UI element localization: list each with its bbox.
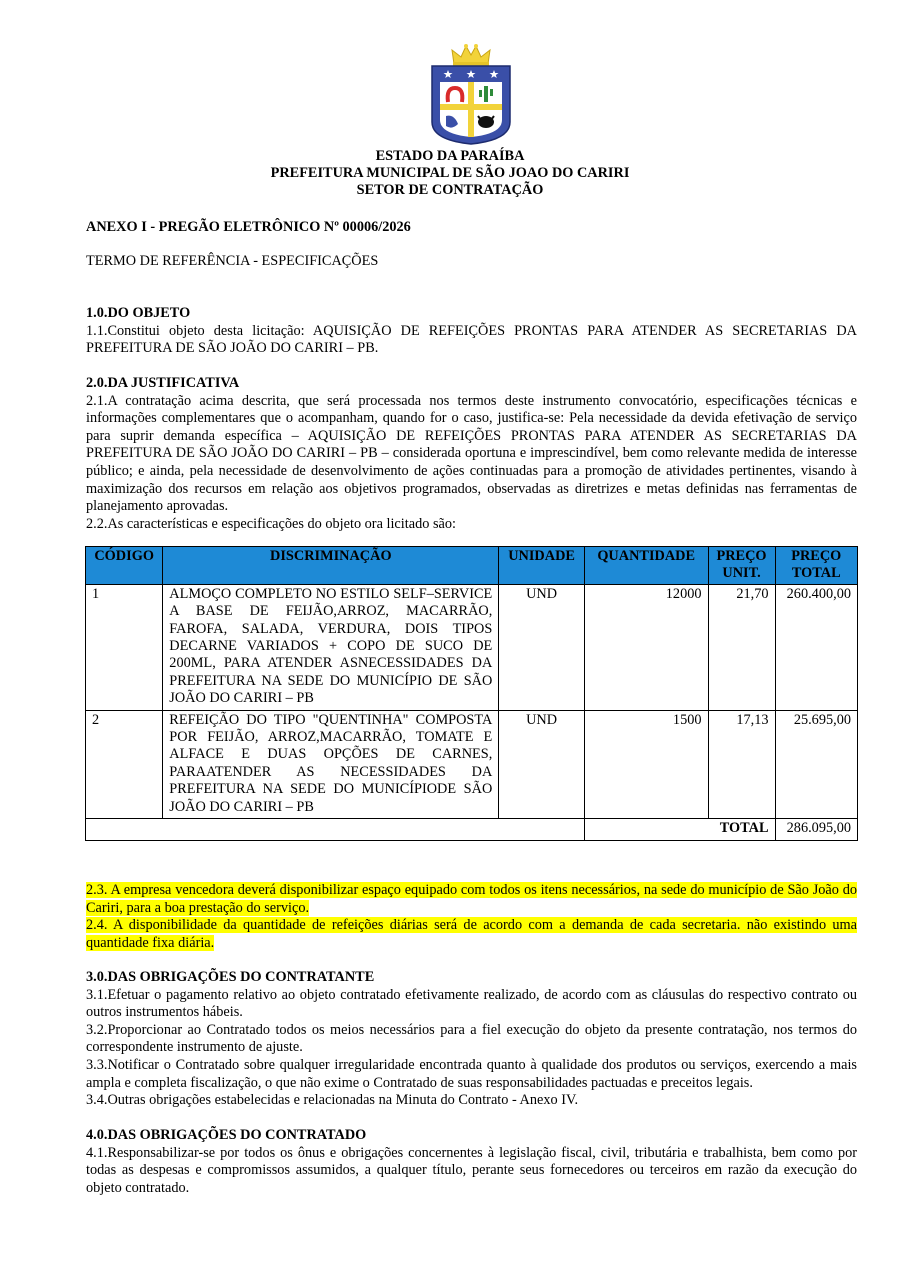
prefecture-name: PREFEITURA MUNICIPAL DE SÃO JOAO DO CARIRI bbox=[270, 165, 630, 181]
annex-title: ANEXO I - PREGÃO ELETRÔNICO Nº 00006/2026 bbox=[86, 219, 411, 235]
section-object bbox=[86, 305, 857, 358]
cell-quantity: 12000 bbox=[584, 584, 708, 710]
paragraph: 3.4.Outras obrigações estabelecidas e relacionadas na Minuta do Contrato - Anexo IV. bbox=[86, 1092, 579, 1109]
document-header bbox=[0, 148, 900, 199]
total-empty-cell bbox=[86, 819, 585, 840]
cell-code: 2 bbox=[86, 710, 163, 818]
cell-description: REFEIÇÃO DO TIPO "QUENTINHA" COMPOSTA POR FEIJÃO, ARROZ,MACARRÃO, TOMATE E ALFACE E DUAS OPÇÕES DE CARNES, PARAATENDER AS NECESSIDADES DA PREFEITURA NA SEDE DO MUNICÍPIODE SÃO JOÃO DO CARIRI – PB bbox=[163, 710, 499, 818]
paragraph-highlighted bbox=[86, 917, 857, 952]
total-label: TOTAL bbox=[584, 819, 775, 840]
paragraph: 2.2.As características e especificações do objeto ora licitado são: bbox=[86, 515, 456, 532]
col-unit-price: PREÇO UNIT. bbox=[708, 547, 775, 585]
highlight: 2.4. A disponibilidade da quantidade de refeições diárias será de acordo com a demanda de cada secretaria. não existindo uma quantidade fixa diária. bbox=[86, 917, 857, 951]
cell-quantity: 1500 bbox=[584, 710, 708, 818]
highlighted-notes bbox=[86, 882, 857, 952]
col-total-price: PREÇO TOTAL bbox=[775, 547, 858, 585]
paragraph: 2.1.A contratação acima descrita, que será processada nos termos deste instrumento convocatório, especificações técnicas e informações complementares que o acompanham, quando for o caso, justifica-se: Pela necessidade da devida efetivação de serviço para suprir demanda específica – AQUISIÇÃO DE REFEIÇÕES PRONTAS PARA ATENDER AS SECRETARIAS DA PREFEITURA DE SÃO JOÃO DO CARIRI – PB – considerada oportuna e imprescindível, bem como relevante medida de interesse público; e ainda, pela necessidade de desenvolvimento de ações continuadas para a promoção de atividades pertinentes, visando à maximização dos recursos em relação aos objetivos programados, observadas as diretrizes e metas definidas nas ferramentas de planejamento aprovadas. bbox=[86, 392, 857, 515]
section-contractor-obligations bbox=[86, 969, 857, 1110]
table-total-row bbox=[86, 819, 858, 840]
col-description: DISCRIMINAÇÃO bbox=[163, 547, 499, 585]
cell-unit: UND bbox=[499, 710, 585, 818]
section-heading: 4.0.DAS OBRIGAÇÕES DO CONTRATADO bbox=[86, 1127, 367, 1143]
paragraph: 3.2.Proporcionar ao Contratado todos os meios necessários para a fiel execução do objeto da presente contratação, nos termos do correspondente instrumento de ajuste. bbox=[86, 1021, 857, 1056]
cell-unit-price: 17,13 bbox=[708, 710, 775, 818]
cell-total: 260.400,00 bbox=[775, 584, 858, 710]
section-justification bbox=[86, 375, 857, 533]
cell-total: 25.695,00 bbox=[775, 710, 858, 818]
highlight: 2.3. A empresa vencedora deverá disponibilizar espaço equipado com todos os itens necessários, na sede do município de São João do Cariri, para a boa prestação do serviço. bbox=[86, 882, 857, 916]
table-row bbox=[86, 710, 858, 818]
cell-description: ALMOÇO COMPLETO NO ESTILO SELF–SERVICE A BASE DE FEIJÃO,ARROZ, MACARRÃO, FAROFA, SALADA, VERDURA, DOIS TIPOS DECARNE VARIADOS + COPO DE SUCO DE 200ML, PARA ATENDER ASNECESSIDADES DA PREFEITURA NA SEDE DO MUNICÍPIO DE SÃO JOÃO DO CARIRI – PB bbox=[163, 584, 499, 710]
state-name: ESTADO DA PARAÍBA bbox=[375, 148, 525, 164]
paragraph: 3.1.Efetuar o pagamento relativo ao objeto contratado efetivamente realizado, de acordo com as cláusulas do respectivo contrato ou outros instrumentos hábeis. bbox=[86, 986, 857, 1021]
section-heading: 2.0.DA JUSTIFICATIVA bbox=[86, 375, 240, 391]
paragraph: 4.1.Responsabilizar-se por todos os ônus e obrigações concernentes à legislação fiscal, civil, tributária e trabalhista, bem como por todas as despesas e compromissos assumidos, a qualquer título, perante seus fornecedores ou terceiros em razão da execução do objeto contratado. bbox=[86, 1144, 857, 1196]
table-header-row bbox=[86, 547, 858, 585]
cell-unit-price: 21,70 bbox=[708, 584, 775, 710]
section-heading: 1.0.DO OBJETO bbox=[86, 305, 191, 321]
section-contracted-obligations bbox=[86, 1127, 857, 1197]
term-title: TERMO DE REFERÊNCIA - ESPECIFICAÇÕES bbox=[86, 253, 379, 269]
items-table bbox=[85, 546, 858, 841]
col-code: CÓDIGO bbox=[86, 547, 163, 585]
municipal-crest-icon bbox=[428, 42, 514, 146]
total-value: 286.095,00 bbox=[775, 819, 858, 840]
section-heading: 3.0.DAS OBRIGAÇÕES DO CONTRATANTE bbox=[86, 969, 375, 985]
paragraph: 3.3.Notificar o Contratado sobre qualquer irregularidade encontrada quanto à qualidade dos produtos ou serviços, exercendo a mais ampla e completa fiscalização, o que não exime o Contratado de suas responsabilidades pactuadas e preceitos legais. bbox=[86, 1056, 857, 1091]
paragraph-highlighted bbox=[86, 882, 857, 917]
sector-name: SETOR DE CONTRATAÇÃO bbox=[356, 182, 544, 198]
table-row bbox=[86, 584, 858, 710]
cell-code: 1 bbox=[86, 584, 163, 710]
col-quantity: QUANTIDADE bbox=[584, 547, 708, 585]
cell-unit: UND bbox=[499, 584, 585, 710]
paragraph: 1.1.Constitui objeto desta licitação: AQUISIÇÃO DE REFEIÇÕES PRONTAS PARA ATENDER AS SECRETARIAS DA PREFEITURA DE SÃO JOÃO DO CARIRI – PB. bbox=[86, 322, 857, 357]
col-unit: UNIDADE bbox=[499, 547, 585, 585]
